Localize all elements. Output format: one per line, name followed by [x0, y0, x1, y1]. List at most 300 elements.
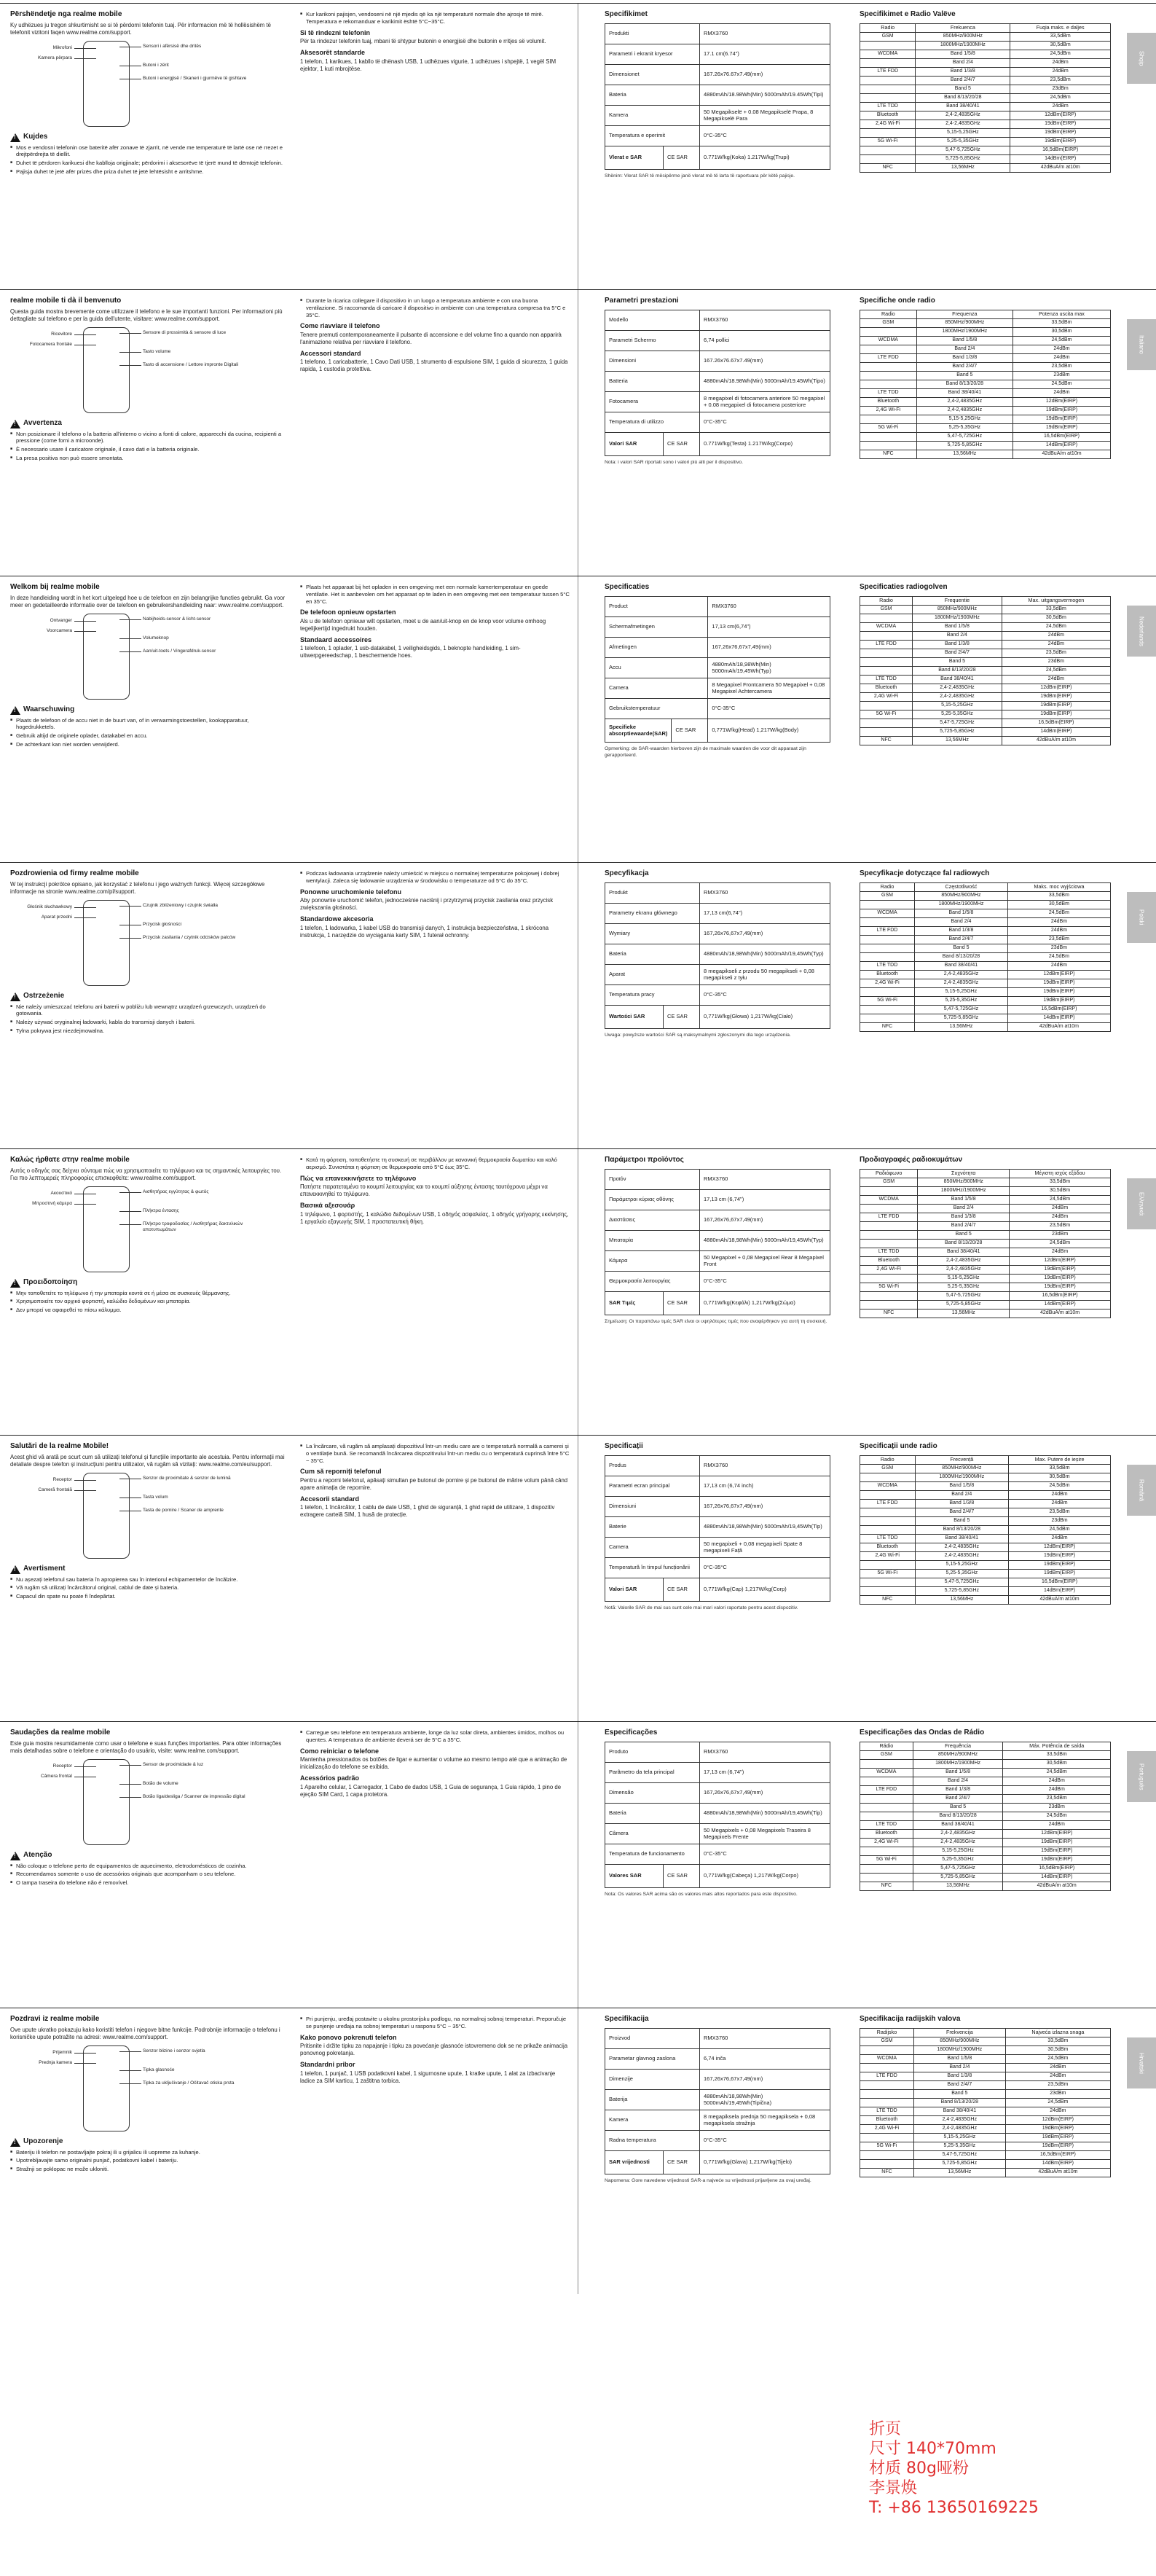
radio-row: [860, 327, 1111, 336]
spec-value: 17,13 cm (6,74"): [700, 1762, 830, 1782]
radio-cell: [860, 1291, 918, 1300]
radio-row: [860, 1464, 1111, 1473]
radio-cell: 24dBm: [1005, 2063, 1110, 2072]
radio-cell: 5,725-5,85GHz: [916, 441, 1013, 450]
radio-cell: WCDMA: [860, 1768, 913, 1777]
radio-cell: Band 38/40/41: [915, 1534, 1009, 1543]
warning-item: ■ Duhet të përdoren karikuesi dhe kablloja origjinale; përdorimi i aksesorëve të tjerë mund të dëmtojë telefonin.: [10, 160, 287, 167]
radio-row: [860, 1873, 1111, 1882]
spec-value: 167,26x76,67x7,49(mm): [708, 637, 830, 657]
radio-row: [860, 1022, 1111, 1031]
radio-cell: Band 8/13/20/28: [915, 1525, 1009, 1534]
spec-label: Kamera: [605, 105, 700, 125]
warning-item: ■ Pajisja duhet të jetë afër prizës dhe priza duhet të jetë lehtësisht e arritshme.: [10, 168, 287, 176]
radio-row: [860, 406, 1111, 415]
radio-row: [860, 1785, 1111, 1794]
radio-cell: 2,4-2,4835GHz: [913, 2115, 1005, 2124]
radio-cell: 30,5dBm: [1010, 41, 1111, 50]
spec-value: 50 Megapikselë + 0.08 Megapikselë Prapa, 8 Megapikselë Para: [700, 105, 830, 125]
radio-row: [860, 1248, 1111, 1256]
radio-cell: 12dBm(EIRP): [1010, 111, 1111, 120]
spec-row: [605, 1742, 830, 1762]
spec-value: 4880mAh/18,98Wh(Min) 5000mAh/19,45Wh(Typ): [700, 1230, 830, 1250]
diagram-label-right: Sensore di prossimità & sensore di luce: [143, 329, 227, 335]
radio-row: [860, 1230, 1111, 1239]
radio-cell: 30,5dBm: [1002, 614, 1110, 622]
radio-cell: 16,5dBm(EIRP): [1010, 146, 1111, 154]
diagram-label-right: Sensor de proximidade & luz: [143, 1761, 204, 1767]
spec-label: Camera: [605, 1537, 700, 1557]
spec-row: [605, 923, 830, 944]
radio-cell: 33,5dBm: [1005, 2037, 1110, 2045]
spec-value: 0°C-35°C: [700, 1271, 830, 1291]
spec-label: Batteria: [605, 371, 700, 391]
radio-cell: 33,5dBm: [1010, 1178, 1111, 1186]
radio-cell: [860, 441, 917, 450]
spec-row: [605, 616, 830, 637]
sar-values: 0,771W/kg(Głowa) 1,217W/kg(Ciało): [700, 1005, 830, 1028]
radio-row: [860, 1186, 1111, 1195]
radio-cell: [860, 1525, 916, 1534]
charging-text: ■ Kur karikoni pajisjen, vendoseni në një mjedis që ka një temperaturë normale dhe ajrosje të mirë. Temperatura e rekomanduar e karikimit është 5°C~35°C.: [300, 11, 570, 26]
radio-cell: LTE FDD: [860, 1213, 918, 1221]
spec-row: [605, 1782, 830, 1803]
radio-header: Μέγιστη ισχύς εξόδου: [1010, 1169, 1111, 1178]
warning-item: ■ Mos e vendosni telefonin ose bateritë afër zonave të zjarrit, në vende me temperaturë të lartë ose në rrezet e drejtpërdrejta të diellit.: [10, 144, 287, 159]
spec-label: Temperatura de funcionamento: [605, 1844, 700, 1864]
radio-row: [860, 2107, 1111, 2115]
spec-label: Dimensão: [605, 1782, 700, 1803]
radio-cell: 1800MHz/1900MHz: [916, 327, 1013, 336]
spec-value: 0°C-35°C: [708, 698, 830, 719]
radio-cell: 24dBm: [1010, 1204, 1111, 1213]
leader-line: [74, 48, 96, 49]
spec-row: [605, 944, 830, 964]
warning-list: [10, 1576, 287, 1600]
radio-cell: [860, 345, 917, 353]
leader-line: [119, 651, 141, 652]
leader-line: [74, 1480, 96, 1481]
accessories-text: 1 τηλέφωνο, 1 φορτιστής, 1 καλώδιο δεδομένων USB, 1 οδηγός ασφαλείας, 1 οδηγός γρήγορης εκκίνησης, 1 εργαλείο εξαγωγής SIM, 1 προστατευτική θήκη.: [300, 1210, 569, 1225]
radio-row: [860, 701, 1111, 710]
radio-cell: 1800MHz/1900MHz: [913, 614, 1002, 622]
intro-column: [10, 11, 287, 177]
spec-column: [605, 870, 845, 1038]
warning-list: [10, 431, 287, 462]
radio-cell: [860, 2098, 914, 2107]
spec-value: 4880mAh/18,98Wh(Min) 5000mAh/19,45Wh(Tip): [700, 1516, 830, 1537]
spec-label: Μπαταρία: [605, 1230, 700, 1250]
radio-cell: 850MHz/900MHz: [913, 1750, 1003, 1759]
radio-row: [860, 1256, 1111, 1265]
diagram-label-left: Ontvanger: [50, 617, 72, 623]
warning-title: Atenção: [23, 1851, 52, 1860]
radio-row: [860, 1014, 1111, 1022]
radio-row: [860, 2037, 1111, 2045]
radio-row: [860, 362, 1111, 371]
radio-cell: 2,4-2,4835GHz: [913, 2124, 1005, 2133]
radio-cell: 24,5dBm: [1009, 1525, 1111, 1534]
spec-row: [605, 351, 830, 371]
warning-item: ■ Capacul din spate nu poate fi îndepărtat.: [10, 1593, 287, 1600]
manual-page: [0, 576, 1156, 862]
radio-cell: 5,47-5,725GHz: [913, 719, 1002, 727]
radio-cell: 30,5dBm: [1003, 1759, 1111, 1768]
radio-cell: 19dBm(EIRP): [1002, 692, 1110, 701]
radio-cell: 16,5dBm(EIRP): [1013, 432, 1111, 441]
radio-table: [860, 882, 1111, 1032]
phone-outline-icon: [83, 1186, 130, 1272]
diagram-label-right: Tasta de pornire / Scaner de amprente: [143, 1507, 224, 1513]
radio-cell: Band 2/4: [916, 58, 1010, 67]
radio-cell: 19dBm(EIRP): [1003, 1855, 1111, 1864]
radio-cell: Band 8/13/20/28: [913, 666, 1002, 675]
radio-cell: [860, 719, 913, 727]
radio-cell: 24dBm: [1002, 631, 1110, 640]
radio-cell: 33,5dBm: [1003, 1750, 1111, 1759]
spec-label: Temperatura di utilizzo: [605, 412, 700, 432]
radio-cell: LTE FDD: [860, 1499, 916, 1508]
diagram-label-right: Volumeknop: [143, 635, 169, 641]
manual-page: [0, 2008, 1156, 2294]
warning-icon: [10, 133, 20, 142]
radio-cell: 2,4-2,4835GHz: [916, 111, 1010, 120]
radio-cell: 2,4-2,4835GHz: [913, 692, 1002, 701]
spec-label: Gebruikstemperatuur: [605, 698, 708, 719]
warning-title: Waarschuwing: [23, 705, 75, 714]
phone-diagram: [10, 1471, 287, 1562]
radio-cell: 2,4-2,4835GHz: [916, 120, 1010, 128]
radio-cell: [860, 380, 917, 388]
spec-value: 8 Megapixel Frontcamera 50 Megapixel + 0,08 Megapixel Achtercamera: [708, 678, 830, 698]
phone-outline-icon: [83, 1759, 130, 1845]
leader-line: [74, 1766, 96, 1767]
diagram-label-right: Aan/uit-toets / Vingerafdruk-sensor: [143, 648, 216, 654]
radio-cell: [860, 2159, 914, 2168]
manual-page: [0, 289, 1156, 576]
charging-list: [300, 1156, 570, 1171]
spec-value: 167.26x76.67x7.49(mm): [700, 351, 830, 371]
radio-table: [860, 1169, 1111, 1318]
spec-title: Especificações: [605, 1729, 658, 1737]
radio-cell: NFC: [860, 163, 916, 172]
diagram-label-right: Czujnik zbliżeniowy i czujnik światła: [143, 902, 218, 908]
radio-row: [860, 2124, 1111, 2133]
radio-cell: [860, 1230, 918, 1239]
restart-text: Als u de telefoon opnieuw wilt opstarten, moet u de aan/uit-knop en de knop voor volume omhoog tegelijkertijd ingedrukt houden.: [300, 617, 546, 632]
info-column: [300, 584, 570, 662]
spec-value: 167,26x76,67x7,49(mm): [700, 1496, 830, 1516]
radio-cell: WCDMA: [860, 1481, 916, 1490]
radio-cell: 13,56MHz: [916, 163, 1010, 172]
diagram-label-right: Botão liga/desliga / Scanner de impressão digital: [143, 1793, 245, 1799]
radio-cell: LTE TDD: [860, 388, 917, 397]
radio-header: Máx. Potência de saída: [1003, 1742, 1111, 1750]
radio-cell: Band 1/5/8: [918, 1195, 1010, 1204]
radio-cell: 5,15-5,25GHz: [916, 128, 1010, 137]
phone-outline-icon: [83, 614, 130, 700]
radio-cell: 24dBm: [1013, 345, 1111, 353]
radio-cell: Band 2/4: [916, 345, 1013, 353]
radio-row: [860, 388, 1111, 397]
radio-cell: 5G Wi-Fi: [860, 1569, 916, 1578]
radio-cell: 23dBm: [1003, 1803, 1111, 1812]
leader-line: [74, 2063, 96, 2064]
radio-row: [860, 2072, 1111, 2080]
radio-cell: 24,5dBm: [1013, 380, 1111, 388]
radio-cell: 2,4-2,4835GHz: [918, 1265, 1010, 1274]
radio-cell: 19dBm(EIRP): [1009, 1551, 1111, 1560]
radio-cell: 42dBuA/m at10m: [1009, 1595, 1111, 1604]
radio-row: [860, 987, 1111, 996]
sar-row: [605, 1005, 830, 1028]
radio-cell: [860, 917, 915, 926]
radio-cell: LTE TDD: [860, 1534, 916, 1543]
charging-text: ■ Pri punjenju, uređaj postavite u okolnu prostorijsku podlogu, na normalnoj sobnoj temperaturi. Preporučuje se punjenje uređaja na sobnoj temperaturi u rasponu 5°C ~ 35°C.: [300, 2016, 570, 2030]
radio-cell: 19dBm(EIRP): [1005, 2124, 1110, 2133]
radio-cell: 5,47-5,725GHz: [916, 146, 1010, 154]
radio-row: [860, 441, 1111, 450]
sar-label: Valori SAR: [605, 1578, 664, 1601]
spec-row: [605, 2110, 830, 2130]
radio-cell: 2,4-2,4835GHz: [915, 1551, 1009, 1560]
radio-cell: 12dBm(EIRP): [1003, 1829, 1111, 1838]
radio-header: Rádio: [860, 1742, 913, 1750]
spec-row: [605, 1762, 830, 1782]
spec-footnote: Napomena: Gore navedene vrijednosti SAR-a najveće su vrijednosti prijavljene za ovaj uređaj.: [605, 2177, 811, 2183]
warning-item: ■ Należy używać oryginalnej ładowarki, kabla do transmisji danych i baterii.: [10, 1019, 287, 1026]
charging-list: [300, 297, 570, 318]
radio-cell: 42dBuA/m at10m: [1002, 736, 1110, 745]
radio-header: Częstotliwość: [915, 882, 1008, 891]
spec-row: [605, 23, 830, 44]
radio-row: [860, 380, 1111, 388]
spec-label: Dimensionet: [605, 64, 700, 85]
radio-cell: 19dBm(EIRP): [1009, 1569, 1111, 1578]
spec-footnote: Notă: Valorile SAR de mai sus sunt cele mai mari valori raportate pentru acest dispozitiv.: [605, 1605, 798, 1610]
radio-cell: 2,4G Wi-Fi: [860, 1551, 916, 1560]
radio-cell: 1800MHz/1900MHz: [916, 41, 1010, 50]
spec-value: 4880mAh/18,98Wh(Min) 5000mAh/19,45Wh(Typ): [700, 944, 830, 964]
spec-value: 17,13 cm (6,74"): [700, 1189, 830, 1210]
radio-row: [860, 692, 1111, 701]
diagram-label-left: Kamera përpara: [38, 55, 72, 60]
radio-row: [860, 1569, 1111, 1578]
intro-column: [10, 1729, 287, 1888]
radio-row: [860, 2045, 1111, 2054]
radio-row: [860, 675, 1111, 684]
spec-footnote: Nota: i valori SAR riportati sono i valori più alti per il dispositivo.: [605, 459, 744, 465]
radio-row: [860, 909, 1111, 917]
radio-cell: [860, 1186, 918, 1195]
diagram-label-right: Πλήκτρο τροφοδοσίας / Αισθητήρας δακτυλικών αποτυπωμάτων: [143, 1221, 243, 1232]
radio-cell: 24dBm: [1003, 1777, 1111, 1785]
radio-row: [860, 41, 1111, 50]
radio-cell: [860, 2063, 914, 2072]
intro-text: In deze handleiding wordt in het kort uitgelegd hoe u de telefoon en zijn belangrijke functies gebruikt. Ga voor meer en gedetailleerde informatie over de telefoon en gebruikershandleiding naar: www.realme.com/support.: [10, 594, 286, 608]
warning-heading: [10, 706, 287, 715]
sar-label: SAR Τιμές: [605, 1291, 664, 1315]
radio-row: [860, 102, 1111, 111]
spec-table: [605, 882, 830, 1029]
charging-text: ■ Κατά τη φόρτιση, τοποθετήστε τη συσκευή σε περιβάλλον με κανονική θερμοκρασία δωματίου και καλό αερισμό. Συνιστάται η φόρτιση σε θερμοκρασία από 5°C έως 35°C.: [300, 1156, 570, 1171]
radio-cell: Band 2/4: [915, 917, 1008, 926]
radio-cell: 2,4G Wi-Fi: [860, 692, 913, 701]
radio-header: Frekuenca: [916, 23, 1010, 32]
radio-cell: [860, 1490, 916, 1499]
spec-row: [605, 2069, 830, 2089]
leader-line: [74, 907, 96, 908]
radio-row: [860, 952, 1111, 961]
radio-cell: 23dBm: [1010, 85, 1111, 93]
sar-ce-label: CE SAR: [664, 146, 700, 169]
radio-header: Radijsko: [860, 2028, 914, 2037]
radio-row: [860, 970, 1111, 979]
spec-row: [605, 1271, 830, 1291]
radio-cell: 19dBm(EIRP): [1010, 1265, 1111, 1274]
radio-cell: 23,5dBm: [1013, 362, 1111, 371]
warning-item: ■ Vă rugăm să utilizați încărcătorul original, cablul de date și bateria.: [10, 1584, 287, 1592]
spec-label: Kamera: [605, 2110, 700, 2130]
radio-table: [860, 23, 1111, 173]
spec-value: RMX3760: [700, 1742, 830, 1762]
radio-cell: 850MHz/900MHz: [918, 1178, 1010, 1186]
radio-table: [860, 2028, 1111, 2177]
sar-label: Specifieke absorptiewaarde(SAR): [605, 719, 672, 742]
radio-cell: 5,47-5,725GHz: [916, 432, 1013, 441]
sar-label: Vlerat e SAR: [605, 146, 664, 169]
radio-cell: Band 5: [913, 1803, 1003, 1812]
radio-cell: [860, 2089, 914, 2098]
radio-cell: [860, 58, 916, 67]
radio-row: [860, 1265, 1111, 1274]
radio-row: [860, 336, 1111, 345]
radio-cell: 23,5dBm: [1007, 935, 1110, 944]
radio-row: [860, 2159, 1111, 2168]
spec-table: [605, 1455, 830, 1602]
radio-cell: 19dBm(EIRP): [1013, 415, 1111, 423]
intro-text: Este guia mostra resumidamente como usar o telefone e suas funções importantes. Para obter informações mais detalhadas sobre o telefone e orientação do usuário, visite: www.realme.com/support.: [10, 1739, 282, 1754]
radio-header: Fuqia maks. e daljes: [1010, 23, 1111, 32]
radio-cell: 19dBm(EIRP): [1010, 137, 1111, 146]
radio-row: [860, 710, 1111, 719]
warning-item: ■ Tylna pokrywa jest niezdejmowalna.: [10, 1027, 287, 1035]
radio-row: [860, 935, 1111, 944]
radio-cell: 2,4G Wi-Fi: [860, 1265, 918, 1274]
info-column: [300, 870, 570, 942]
language-tab: Italiano: [1127, 319, 1156, 370]
radio-row: [860, 1525, 1111, 1534]
radio-row: [860, 76, 1111, 85]
radio-cell: 5,725-5,85GHz: [916, 154, 1010, 163]
spec-row: [605, 1557, 830, 1578]
leader-line: [74, 621, 96, 622]
radio-cell: WCDMA: [860, 2054, 914, 2063]
radio-cell: 42dBuA/m at10m: [1010, 163, 1111, 172]
radio-table: [860, 310, 1111, 459]
radio-cell: 13,56MHz: [918, 1309, 1010, 1318]
spec-row: [605, 2130, 830, 2150]
radio-cell: 42dBuA/m at10m: [1010, 1309, 1111, 1318]
spec-title: Specificații: [605, 1442, 643, 1450]
diagram-label-right: Sensori i afërsisë dhe dritës: [143, 43, 202, 49]
warning-title: Upozorenje: [23, 2137, 63, 2146]
radio-cell: Bluetooth: [860, 1543, 916, 1551]
radio-cell: 23dBm: [1005, 2089, 1110, 2098]
intro-column: [10, 297, 287, 463]
radio-header: Frequentie: [913, 596, 1002, 605]
spec-label: Fotocamera: [605, 391, 700, 412]
welcome-title: Saudações da realme mobile: [10, 1729, 111, 1737]
radio-cell: 24,5dBm: [1003, 1812, 1111, 1820]
radio-cell: [860, 1847, 913, 1855]
sar-row: [605, 146, 830, 169]
radio-cell: 850MHz/900MHz: [915, 1464, 1009, 1473]
radio-header: Radio: [860, 310, 917, 318]
phone-diagram: [10, 1185, 287, 1276]
radio-cell: 19dBm(EIRP): [1010, 120, 1111, 128]
radio-cell: 5,15-5,25GHz: [915, 987, 1008, 996]
phone-outline-icon: [83, 2045, 130, 2131]
radio-cell: 24,5dBm: [1010, 93, 1111, 102]
radio-row: [860, 163, 1111, 172]
radio-cell: 19dBm(EIRP): [1010, 1274, 1111, 1283]
spec-row: [605, 882, 830, 903]
radio-cell: Band 1/5/8: [913, 2054, 1005, 2063]
radio-cell: 1800MHz/1900MHz: [913, 1759, 1003, 1768]
diagram-label-right: Przycisk głośności: [143, 921, 182, 927]
radio-cell: Band 2/4: [913, 1777, 1003, 1785]
spec-label: Camera: [605, 678, 708, 698]
radio-cell: 19dBm(EIRP): [1003, 1838, 1111, 1847]
spec-row: [605, 1250, 830, 1271]
spec-title: Parametri prestazioni: [605, 297, 679, 305]
radio-cell: [860, 432, 917, 441]
sar-label: Valores SAR: [605, 1864, 664, 1887]
radio-cell: 24dBm: [1009, 1490, 1111, 1499]
radio-cell: Band 8/13/20/28: [913, 1812, 1003, 1820]
spec-label: Produs: [605, 1455, 700, 1476]
radio-header: Radio: [860, 1455, 916, 1464]
diagram-label-right: Senzor blizine i senzor svjetla: [143, 2048, 205, 2054]
radio-cell: 5,25-5,35GHz: [913, 710, 1002, 719]
spec-value: 17.1 cm(6.74"): [700, 44, 830, 64]
restart-text: Pentru a reporni telefonul, apăsați simultan pe butonul de pornire și pe butonul de mărire volum până când apare animația de repornire.: [300, 1476, 568, 1491]
sar-label: SAR vrijednosti: [605, 2150, 664, 2174]
spec-value: 50 megapixeli + 0,08 megapixeli Spate 8 megapixeli Față: [700, 1537, 830, 1557]
radio-cell: Band 8/13/20/28: [916, 93, 1010, 102]
radio-cell: 14dBm(EIRP): [1007, 1014, 1110, 1022]
radio-cell: 19dBm(EIRP): [1007, 979, 1110, 987]
radio-cell: Band 2/4/7: [913, 2080, 1005, 2089]
radio-cell: [860, 935, 915, 944]
diagram-label-left: Μπροστινή κάμερα: [32, 1200, 72, 1206]
radio-cell: [860, 727, 913, 736]
radio-row: [860, 2133, 1111, 2142]
radio-cell: 24dBm: [1013, 353, 1111, 362]
restart-text: Πατήστε παρατεταμένα το κουμπί λειτουργίας και το κουμπί αύξησης έντασης ταυτόχρονα μέχρι να επανεκκινηθεί το τηλέφωνο.: [300, 1183, 548, 1198]
radio-cell: [860, 2150, 914, 2159]
diagram-label-left: Ricevitore: [51, 331, 72, 337]
radio-cell: 5,725-5,85GHz: [913, 727, 1002, 736]
radio-cell: 1800MHz/1900MHz: [915, 900, 1008, 909]
radio-row: [860, 1005, 1111, 1014]
radio-cell: 5G Wi-Fi: [860, 2142, 914, 2150]
radio-cell: [860, 154, 916, 163]
radio-row: [860, 2168, 1111, 2177]
spec-column: [605, 297, 845, 466]
radio-header: Frecvență: [915, 1455, 1009, 1464]
